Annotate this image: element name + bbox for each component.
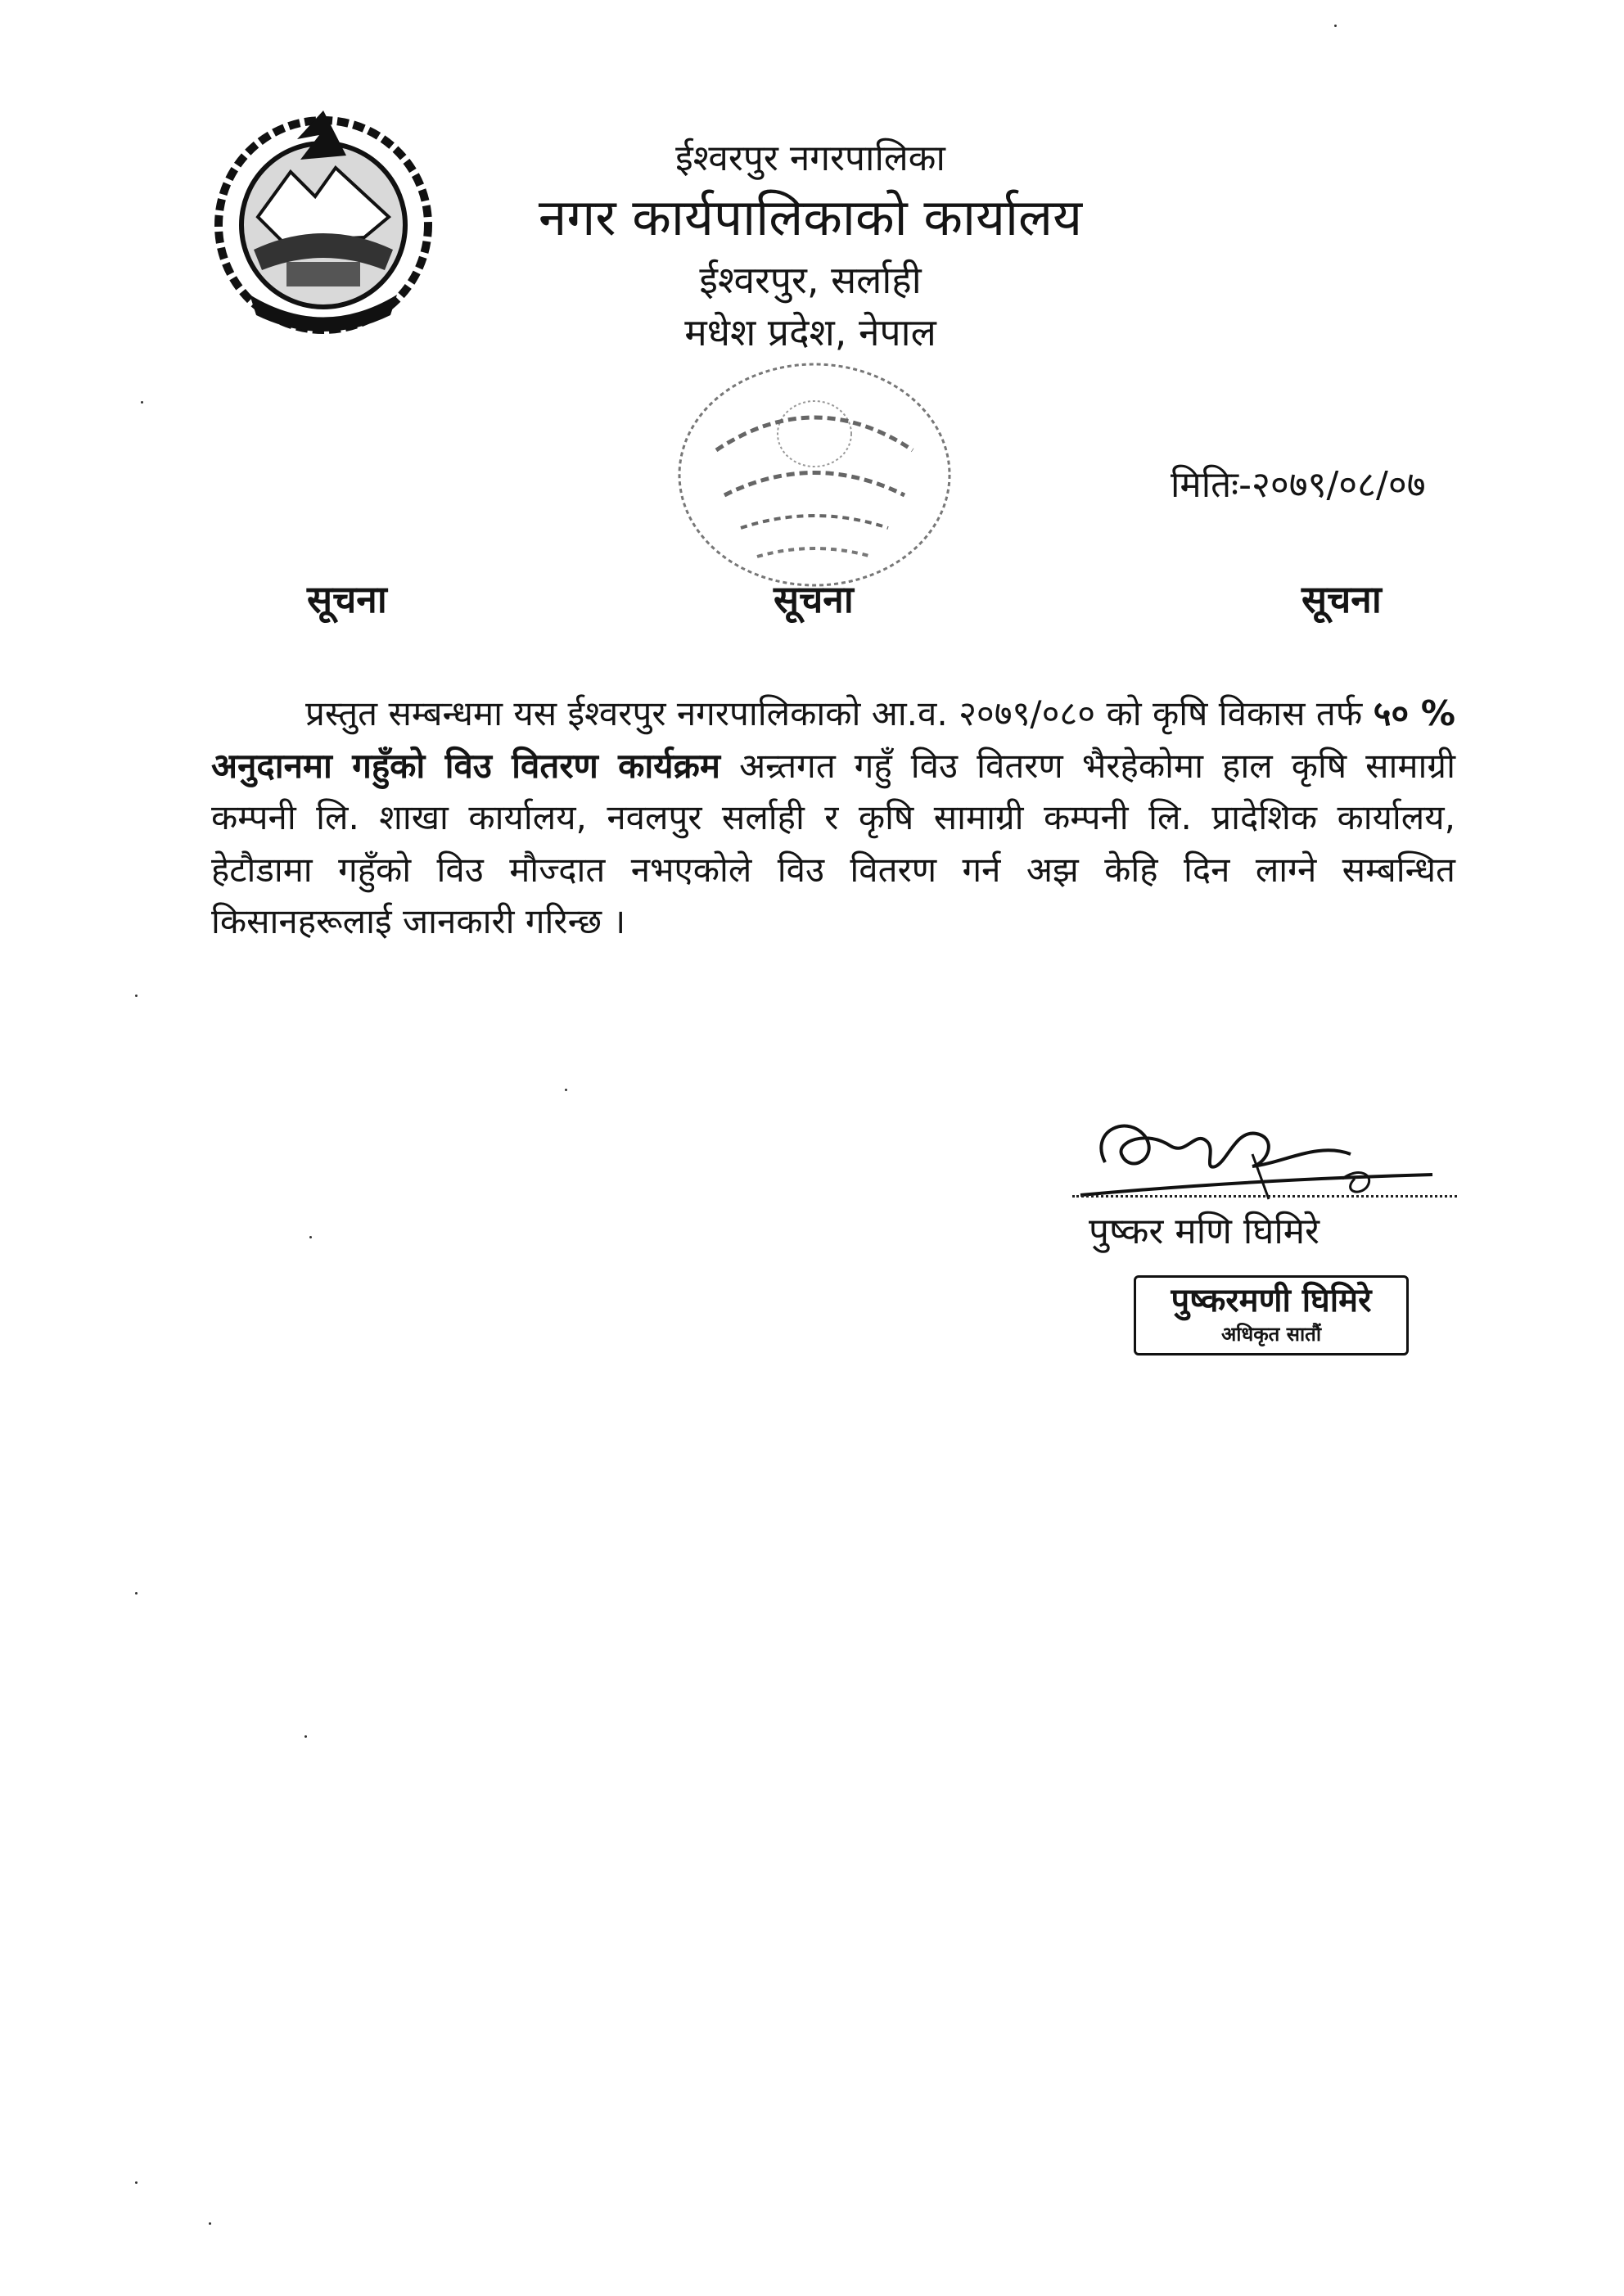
notice-title-center: सूचना (774, 577, 854, 621)
scan-speck (141, 401, 143, 404)
notice-date: मितिः-२०७९/०८/०७ (1171, 464, 1426, 506)
office-round-stamp-icon (667, 352, 962, 598)
notice-body-part-3: अन्र्तगत गहुँ विउ वितरण भैरहेकोमा हाल कृषि सामाग्री कम्पनी लि. शाखा कार्यालय, नवलपुर सर्लाही र कृषि सामाग्री कम्पनी लि. प्रादेशिक कार्यालय, हेटौडामा गहुँको विउ मौज्दात नभएकोले विउ वितरण गर्न अझ केहि दिन लाग्ने सम्बन्धित किसानहरूलाई जानकारी गरिन्छ । (211, 745, 1455, 941)
scan-speck (565, 1089, 567, 1091)
scan-speck (209, 2222, 211, 2225)
signatory-stamp-title: अधिकृत सातौं (1220, 1323, 1322, 1346)
office-province: मधेश प्रदेश, नेपाल (684, 309, 936, 354)
notice-body (211, 688, 1455, 948)
notice-body-part-1: प्रस्तुत सम्बन्धमा यस ईश्वरपुर नगरपालिकाको आ.व. २०७९/०८० को कृषि विकास तर्फ (305, 693, 1374, 733)
signatory-stamp-name: पुष्करमणी घिमिरे (1171, 1282, 1372, 1319)
office-address: ईश्वरपुर, सर्लाही (699, 257, 922, 302)
nepal-government-emblem-icon (201, 94, 446, 344)
scan-speck (135, 2181, 138, 2184)
scan-speck (309, 1236, 312, 1238)
handwritten-signature-icon (1072, 1097, 1457, 1211)
signature-line (1072, 1195, 1457, 1198)
municipality-name: ईश्वरपुर नगरपालिका (675, 138, 945, 179)
letterhead (458, 135, 1162, 357)
signer-name: पुष्कर मणि घिमिरे (1089, 1211, 1320, 1252)
notice-title-right: सूचना (1301, 577, 1382, 621)
scan-speck (135, 995, 138, 997)
notice-body-highlight: ५० % अनुदानमा गहुँको विउ वितरण कार्यक्रम (211, 693, 1455, 786)
office-name: नगर कार्यपालिकाको कार्यालय (538, 187, 1083, 248)
scan-speck (1334, 25, 1337, 27)
scan-speck (304, 1735, 307, 1738)
scan-speck (135, 1592, 138, 1595)
signatory-stamp-box (1134, 1275, 1409, 1355)
notice-title-left: सूचना (307, 577, 387, 621)
